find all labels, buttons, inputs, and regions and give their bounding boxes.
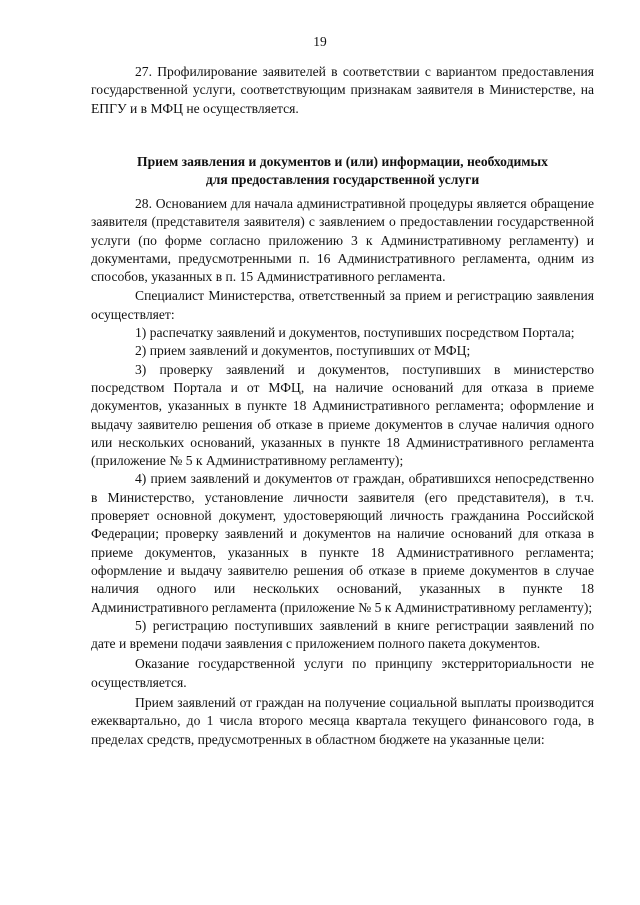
heading-line-2: для предоставления государственной услуги (205, 172, 480, 188)
page-number: 19 (313, 34, 327, 49)
section-28-body (91, 195, 594, 749)
paragraph-quarterly: Прием заявлений от граждан на получение социальной выплаты производится ежеквартально, до 1 числа второго месяца квартала текущего финансового года, в пределах средств, предусмотренных в областном бюджете на указанные цели: (91, 695, 594, 747)
section-27 (91, 63, 594, 118)
list-item-5: 5) регистрацию поступивших заявлений в книге регистрации заявлений по дате и времени подачи заявления с приложением полного пакета документов. (91, 617, 594, 652)
list-item-3: 3) проверку заявлений и документов, поступивших в министерство посредством Портала и от МФЦ, на наличие оснований для отказа в приеме документов, указанных в пункте 18 Административного регламента; оформление и выдачу заявителю решения об отказе в приеме документов в случае наличия одного или нескольких оснований, указанных в пункте 18 Административного регламента (приложение № 5 к Административному регламенту); (91, 361, 594, 469)
section-heading (91, 153, 594, 190)
paragraph-specialist: Специалист Министерства, ответственный за прием и регистрацию заявления осуществляет: (91, 288, 594, 322)
list-item-4: 4) прием заявлений и документов от граждан, обратившихся непосредственно в Министерство, установление личности заявителя (его представителя), в т.ч. проверяет основной документ, удостоверяющий личность гражданина Российской Федерации; проверку заявлений и документов на наличие оснований для отказа в приеме документов, указанных в пункте 18 Административного регламента; оформление и выдачу заявителю решения об отказе в приеме документов в случае наличия одного или нескольких оснований, указанных в пункте 18 Административного регламента (приложение № 5 к Административному регламенту); (91, 471, 594, 615)
list-item-1: 1) распечатку заявлений и документов, поступивших посредством Портала; (135, 325, 575, 341)
heading-line-1: Прием заявления и документов и (или) информации, необходимых (137, 154, 548, 169)
paragraph-28: 28. Основанием для начала административной процедуры является обращение заявителя (представителя заявителя) с заявлением о предоставлении государственной услуги (по форме согласно приложению 3 к Административному регламенту) и документами, предусмотренными п. 16 Административного регламента, одним из способов, указанных в п. 15 Административного регламента. (91, 196, 594, 285)
list-item-2: 2) прием заявлений и документов, поступивших от МФЦ; (135, 343, 471, 359)
paragraph-extraterritorial: Оказание государственной услуги по принципу экстерриториальности не осуществляется. (91, 656, 594, 690)
paragraph-27: 27. Профилирование заявителей в соответствии с вариантом предоставления государственной услуги, соответствующим признакам заявителя в Министерстве, на ЕПГУ и в МФЦ не осуществляется. (91, 64, 594, 116)
